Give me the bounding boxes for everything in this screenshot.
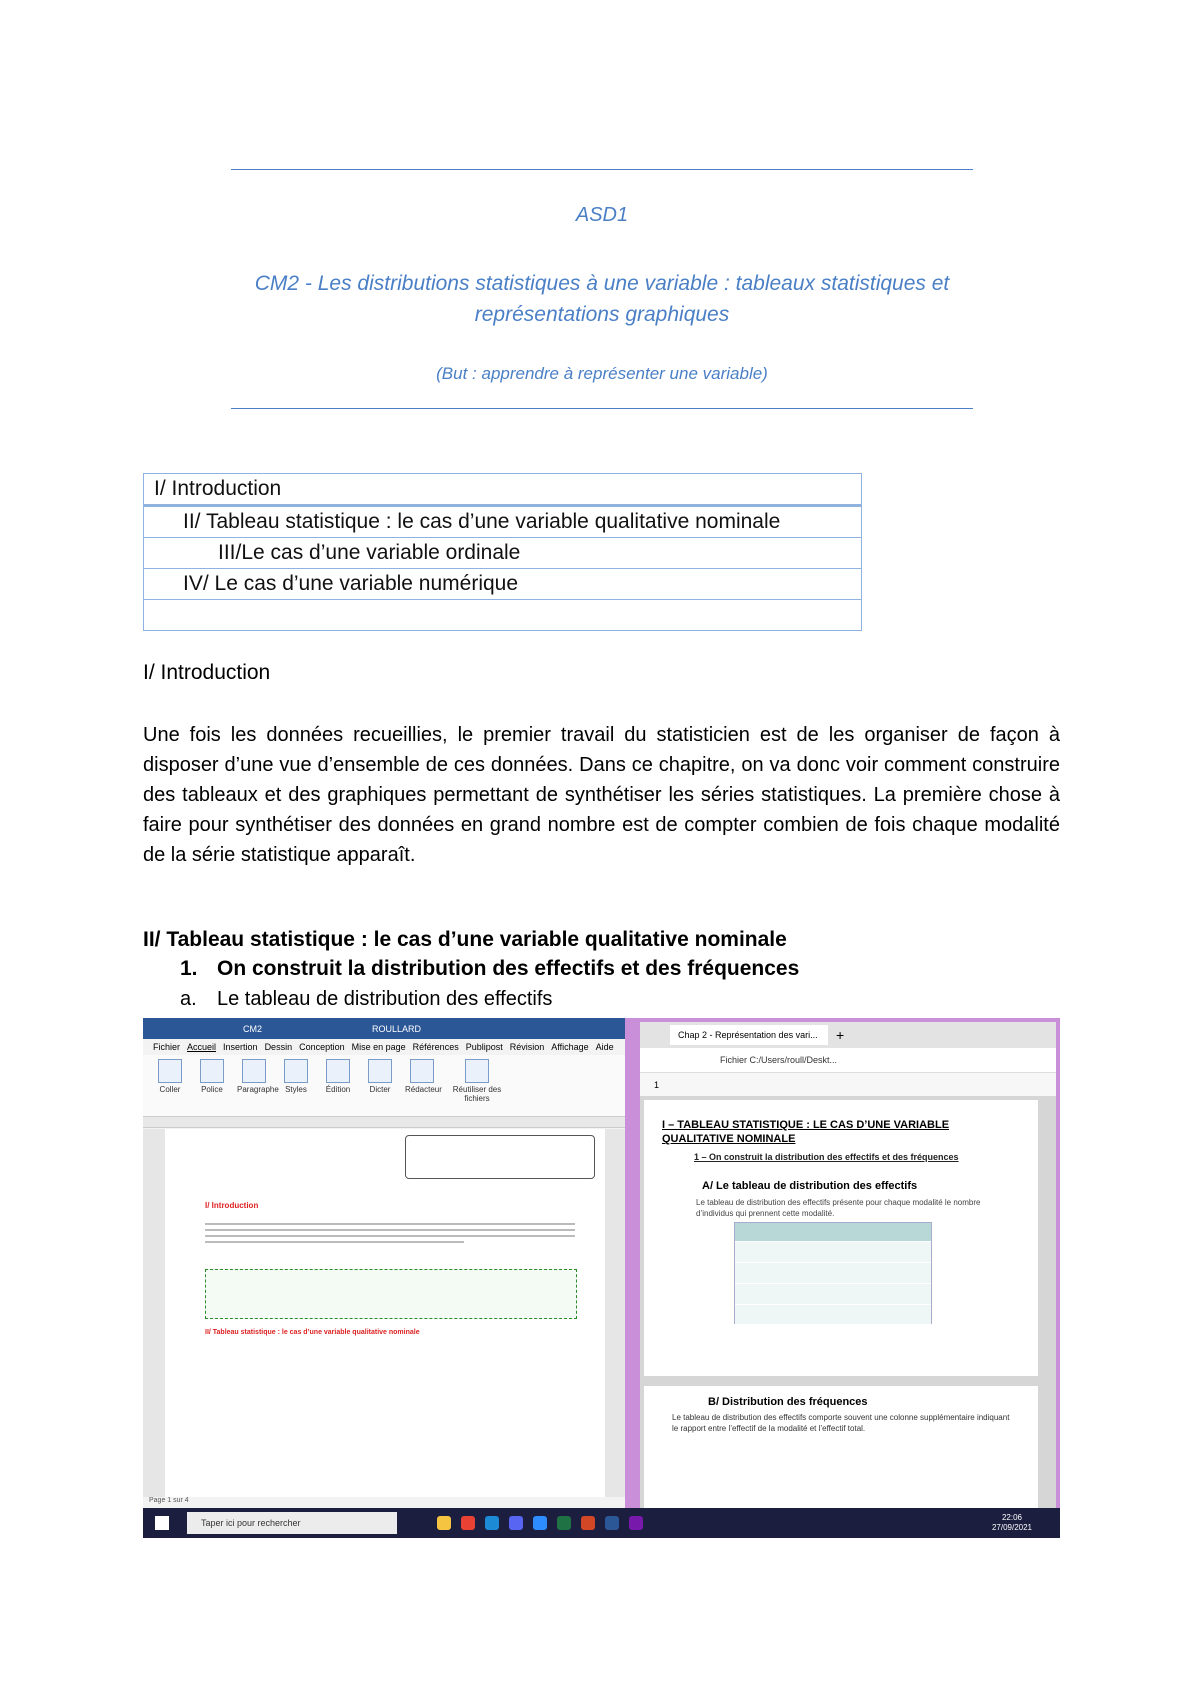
- intro-paragraph: Une fois les données recueillies, le premier travail du statisticien est de les organiser de façon à disposer d’une vue d’ensemble de ces données. Dans ce chapitre, on va donc voir comment construire des tableaux et des graphiques permettant de synthétiser les séries statistiques. La première chose à faire pour synthétiser des données en grand nombre est de compter combien de fois chaque modalité de la série statistique apparaît.: [143, 724, 1060, 866]
- font-button[interactable]: Police: [195, 1059, 229, 1112]
- dictate-button[interactable]: Dicter: [363, 1059, 397, 1112]
- title-bottom-rule: [231, 408, 973, 409]
- clock-date: 27/09/2021: [991, 1523, 1032, 1532]
- word-menu-item[interactable]: Révision: [509, 1042, 545, 1052]
- word-page[interactable]: [165, 1129, 605, 1497]
- word-doc-title: CM2: [243, 1023, 263, 1034]
- pdf-section-b: B/ Distribution des fréquences: [708, 1396, 868, 1408]
- pdf-text-a: Le tableau de distribution des effectifs présente pour chaque modalité le nombre d’individus qui prennent cette modalité.: [696, 1198, 981, 1218]
- pdf-heading: I – TABLEAU STATISTIQUE : LE CAS D’UNE VARIABLE QUALITATIVE NOMINALE: [662, 1119, 950, 1145]
- editing-button[interactable]: Édition: [321, 1059, 355, 1112]
- toc-item-introduction[interactable]: I/ Introduction: [144, 474, 861, 507]
- pen-icon: [410, 1059, 434, 1083]
- pdf-toolbar: [640, 1073, 1056, 1098]
- browser-tab[interactable]: Chap 2 - Représentation des vari...: [670, 1025, 828, 1045]
- word-menu-item[interactable]: Publipost: [465, 1042, 503, 1052]
- reuse-icon: [465, 1059, 489, 1083]
- onenote-icon[interactable]: [629, 1516, 643, 1530]
- word-menu-item[interactable]: Références: [412, 1042, 459, 1052]
- course-title: ASD1: [575, 204, 629, 226]
- address-bar[interactable]: Fichier C:/Users/roull/Deskt...: [640, 1048, 1056, 1073]
- word-page-count: Page 1 sur 4: [149, 1497, 189, 1504]
- subheading-letter: a.: [180, 988, 197, 1010]
- paragraph-icon: [242, 1059, 266, 1083]
- word-menu-item[interactable]: Aide: [595, 1042, 614, 1052]
- pdf-subheading: 1 – On construit la distribution des effectifs et des fréquences: [694, 1152, 959, 1162]
- pdf-page-number[interactable]: 1: [654, 1080, 660, 1090]
- word-menu-item[interactable]: Dessin: [264, 1042, 293, 1052]
- powerpoint-icon[interactable]: [581, 1516, 595, 1530]
- new-tab-icon[interactable]: +: [836, 1027, 845, 1043]
- word-user-name: ROULLARD: [372, 1023, 422, 1034]
- word-menu-item[interactable]: Conception: [299, 1042, 345, 1052]
- embedded-screenshot: [143, 1018, 1060, 1538]
- subheading-number: 1.: [180, 957, 198, 980]
- word-icon[interactable]: [605, 1516, 619, 1530]
- clipboard-icon: [158, 1059, 182, 1083]
- windows-taskbar: [143, 1508, 1060, 1538]
- editor-button[interactable]: Rédacteur: [405, 1059, 439, 1112]
- subheading-text: On construit la distribution des effectifs et des fréquences: [217, 957, 800, 980]
- toc-item-section-4[interactable]: IV/ Le cas d’une variable numérique: [144, 569, 861, 600]
- microphone-icon: [368, 1059, 392, 1083]
- pdf-table: [734, 1222, 932, 1324]
- excel-icon[interactable]: [557, 1516, 571, 1530]
- word-doc-heading: I/ Introduction: [205, 1201, 259, 1210]
- font-icon: [200, 1059, 224, 1083]
- styles-icon: [284, 1059, 308, 1083]
- word-document-area[interactable]: [143, 1129, 625, 1497]
- section-2-subheading-a: [180, 988, 552, 1011]
- discord-icon[interactable]: [509, 1516, 523, 1530]
- word-titlebar: [143, 1018, 625, 1039]
- styles-button[interactable]: Styles: [279, 1059, 313, 1112]
- windows-start-icon[interactable]: [155, 1516, 169, 1530]
- folder-icon[interactable]: [437, 1516, 451, 1530]
- pdf-page: [644, 1386, 1038, 1508]
- word-status-bar: [143, 1497, 625, 1508]
- subheading-text: Le tableau de distribution des effectifs: [217, 988, 553, 1010]
- chapter-goal: (But : apprendre à représenter une variable): [436, 364, 768, 383]
- word-menu-item[interactable]: Mise en page: [351, 1042, 406, 1052]
- pdf-page: [644, 1100, 1038, 1376]
- chrome-icon[interactable]: [461, 1516, 475, 1530]
- title-top-rule: [231, 169, 973, 170]
- word-menu-bar: [143, 1039, 625, 1055]
- paste-button[interactable]: Coller: [153, 1059, 187, 1112]
- edge-icon[interactable]: [485, 1516, 499, 1530]
- word-menu-item[interactable]: Affichage: [551, 1042, 589, 1052]
- taskbar-search[interactable]: Taper ici pour rechercher: [187, 1512, 397, 1534]
- intro-heading: I/ Introduction: [143, 661, 271, 684]
- word-ruler: [143, 1117, 625, 1128]
- pdf-section-a: A/ Le tableau de distribution des effectifs: [702, 1180, 918, 1192]
- word-window: [143, 1018, 625, 1508]
- pdf-viewer[interactable]: [640, 1096, 1056, 1508]
- paragraph-button[interactable]: Paragraphe: [237, 1059, 271, 1112]
- pdf-text-b: Le tableau de distribution des effectifs comporte souvent une colonne supplémentaire indiquant le rapport entre l’effectif de la modalité et l’effectif total.: [672, 1413, 1010, 1433]
- table-of-contents: [143, 473, 862, 631]
- word-comment: [405, 1135, 595, 1179]
- word-ribbon: [143, 1055, 625, 1117]
- word-doc-heading-2: II/ Tableau statistique : le cas d’une variable qualitative nominale: [205, 1329, 420, 1336]
- toc-item-section-3[interactable]: III/Le cas d’une variable ordinale: [144, 538, 861, 569]
- word-menu-item[interactable]: Accueil: [187, 1042, 217, 1052]
- section-2-heading: II/ Tableau statistique : le cas d’une variable qualitative nominale: [143, 928, 787, 951]
- taskbar-apps: [437, 1516, 643, 1530]
- word-definition-box: [205, 1269, 577, 1319]
- toc-empty-row: [144, 600, 861, 630]
- zoom-icon[interactable]: [533, 1516, 547, 1530]
- word-menu-item[interactable]: Fichier: [153, 1042, 181, 1052]
- word-doc-text: [205, 1219, 575, 1247]
- taskbar-clock[interactable]: [992, 1513, 1032, 1533]
- reuse-files-button[interactable]: Réutiliser des fichiers: [447, 1059, 507, 1112]
- clock-time: 22:06: [1001, 1513, 1022, 1522]
- browser-tab-bar: [640, 1022, 1056, 1048]
- word-menu-item[interactable]: Insertion: [223, 1042, 258, 1052]
- toc-item-section-2[interactable]: II/ Tableau statistique : le cas d’une variable qualitative nominale: [144, 507, 861, 538]
- section-2-subheading-1: [180, 957, 799, 981]
- browser-window: [640, 1022, 1056, 1508]
- search-icon: [326, 1059, 350, 1083]
- chapter-title: CM2 - Les distributions statistiques à une variable : tableaux statistiques et représentations graphiques: [254, 272, 950, 326]
